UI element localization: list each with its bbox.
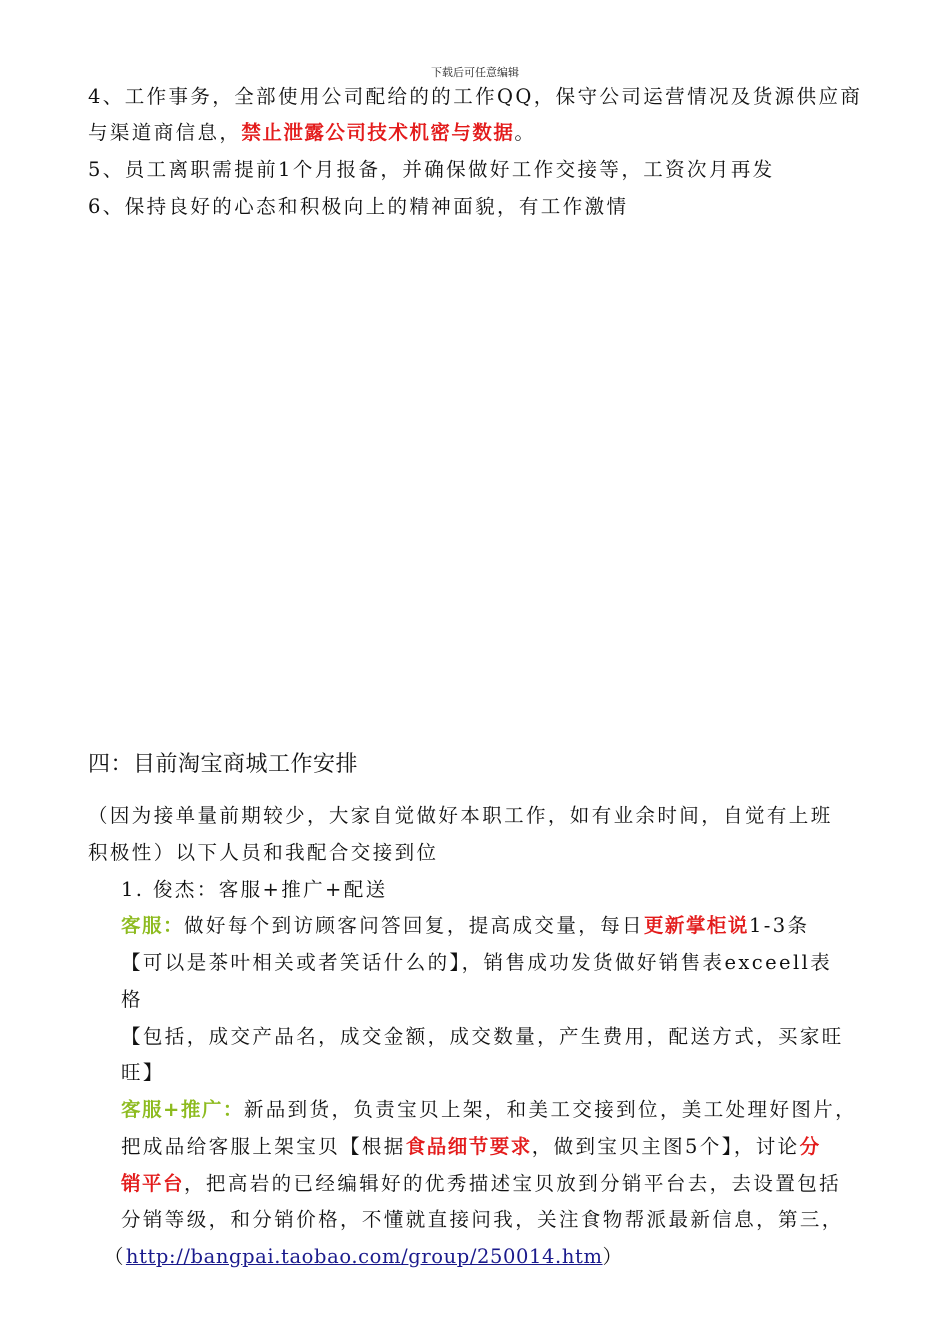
kefu-line-2: 【可以是茶叶相关或者笑话什么的】，销售成功发货做好销售表exceell表 — [121, 951, 833, 974]
bangpai-link[interactable]: http://bangpai.taobao.com/group/250014.htm — [125, 1245, 603, 1268]
kefu-tuiguang-emphasis-1: 食品细节要求 — [405, 1135, 532, 1158]
kefu-tuiguang-text-1: 新品到货，负责宝贝上架，和美工交接到位，美工处理好图片， — [243, 1098, 858, 1121]
kefu-tuiguang-line-3-text: ，把高岩的已经编辑好的优秀描述宝贝放到分销平台去，去设置包括 — [184, 1172, 842, 1195]
rule-item-5: 5、员工离职需提前1个月报备，并确保做好工作交接等，工资次月再发 — [88, 158, 775, 181]
section-4-heading: 四：目前淘宝商城工作安排 — [88, 752, 359, 777]
kefu-tuiguang-line-2-prefix: 把成品给客服上架宝贝【根据 — [121, 1135, 406, 1158]
header-note: 下载后可任意编辑 — [431, 66, 519, 79]
kefu-tuiguang-line-4: 分销等级，和分销价格，不懂就直接问我，关注食物帮派最新信息，第三， — [121, 1208, 844, 1231]
kefu-text-1: 做好每个到访顾客问答回复，提高成交量，每日 — [184, 914, 644, 937]
rule-item-4-suffix: 。 — [514, 121, 537, 144]
kefu-line-1 — [121, 912, 809, 940]
kefu-line-5: 旺】 — [121, 1061, 165, 1084]
bangpai-url-line — [104, 1243, 624, 1271]
kefu-tuiguang-label: 客服+推广： — [121, 1098, 244, 1121]
kefu-line-4: 【包括，成交产品名，成交金额，成交数量，产生费用，配送方式，买家旺 — [121, 1025, 844, 1048]
section-4-intro-line-2: 积极性）以下人员和我配合交接到位 — [88, 841, 439, 864]
person-1-title: 1. 俊杰：客服+推广+配送 — [121, 878, 388, 901]
rule-item-4-line-1: 4、工作事务，全部使用公司配给的的工作QQ，保守公司运营情况及货源供应商 — [88, 85, 863, 108]
kefu-tuiguang-line-1 — [121, 1096, 857, 1124]
rule-item-4-prefix: 与渠道商信息， — [88, 121, 242, 144]
rule-item-4-line-2 — [88, 119, 536, 147]
kefu-tuiguang-line-3 — [121, 1170, 841, 1198]
kefu-emphasis: 更新掌柜说 — [643, 914, 749, 937]
rule-item-4-emphasis: 禁止泄露公司技术机密与数据 — [241, 121, 515, 144]
section-4-intro-line-1: （因为接单量前期较少，大家自觉做好本职工作，如有业余时间，自觉有上班 — [88, 804, 833, 827]
kefu-tuiguang-line-2 — [121, 1133, 821, 1161]
url-close-paren: ） — [602, 1245, 625, 1268]
kefu-label: 客服： — [121, 914, 185, 937]
url-open-paren: （ — [104, 1245, 126, 1268]
kefu-text-2: 1-3条 — [748, 914, 810, 937]
kefu-tuiguang-line-2-middle: ，做到宝贝主图5个】，讨论 — [531, 1135, 800, 1158]
kefu-line-3: 格 — [121, 988, 143, 1011]
kefu-tuiguang-emphasis-2: 分 — [799, 1135, 821, 1158]
rule-item-6: 6、保持良好的心态和积极向上的精神面貌，有工作激情 — [88, 195, 629, 218]
kefu-tuiguang-emphasis-3: 销平台 — [121, 1172, 185, 1195]
